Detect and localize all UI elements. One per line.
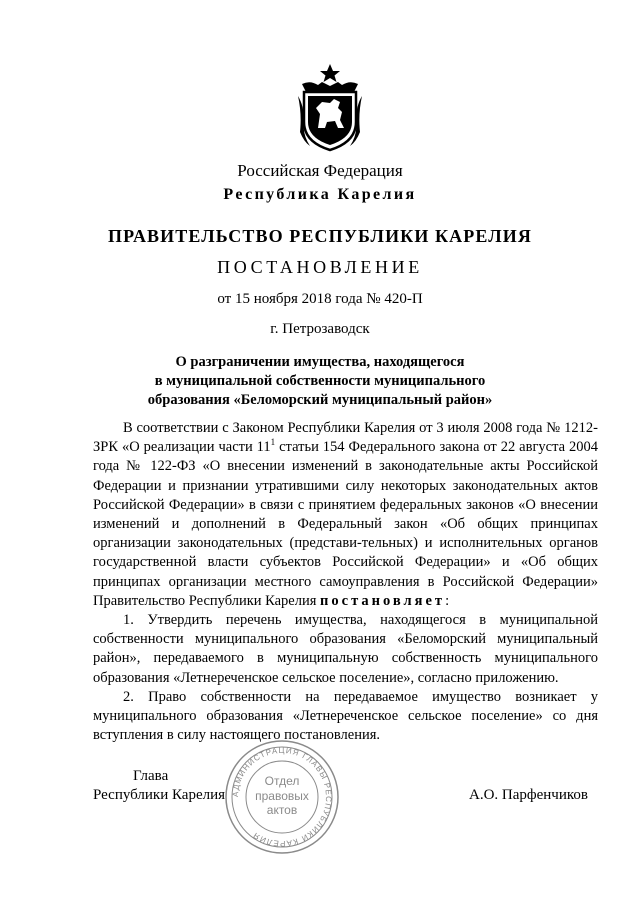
signatory-title: Глава (133, 768, 169, 784)
document-date-number: от 15 ноября 2018 года № 420-П (217, 291, 423, 307)
preamble-paragraph (93, 419, 598, 611)
signatory-name: А.О. Парфенчиков (469, 787, 588, 803)
country-name: Российская Федерация (237, 161, 403, 180)
stamp-ring-text: АДМИНИСТРАЦИЯ ГЛАВЫ РЕСПУБЛИКИ КАРЕЛИЯ (230, 745, 334, 849)
preamble-text-cont: статьи 154 Федерального закона от 22 августа 2004 года № 122-ФЗ «О внесении изменений в законодательные акты Российской Федерации и признании утратившими силу некоторых законодательных актов Российской Федерации» в связи с принятием федеральных законов «О внесении изменений и дополнений в Федеральный закон «Об общих принципах организации законодательных (представи-тельных) и исполнительных органов государственной власти субъектов Российской Федерации» и «Об общих принципах организации местного самоуправления в Российской Федерации» Правительство Республики Карелия (93, 439, 599, 609)
stamp-text: актов (266, 803, 298, 817)
subject-line: О разграничении имущества, находящегося (175, 354, 465, 370)
clause-2: 2. Право собственности на передаваемое имущество возникает у муниципального образования «Летнереченское сельское поселение» со дня вступления в силу настоящего постановления. (93, 688, 598, 744)
subject-line: в муниципальной собственности муниципального (154, 373, 486, 389)
resolves-word: постановляет (320, 592, 446, 609)
issuing-authority: ПРАВИТЕЛЬСТВО РЕСПУБЛИКИ КАРЕЛИЯ (108, 226, 532, 246)
clause-1: 1. Утвердить перечень имущества, находящегося в муниципальной собственности муниципального образования «Беломорский муниципальный район», передаваемого в муниципальную собственность муниципального образования «Летнереченское сельское поселение», согласно приложению. (93, 612, 598, 686)
stamp-text: Отдел (264, 774, 300, 788)
karelia-coat-of-arms-icon (296, 62, 364, 152)
document-type: ПОСТАНОВЛЕНИЕ (217, 257, 423, 277)
preamble-text: В соответствии с Законом Республики Карелия от 3 июля 2008 года № 1212-ЗРК «О реализации части 11 (93, 420, 598, 456)
official-stamp (222, 737, 342, 857)
subject-line: образования «Беломорский муниципальный район» (147, 392, 493, 408)
stamp-text: правовых (255, 789, 309, 803)
colon: : (445, 592, 450, 609)
document-subject (0, 353, 640, 410)
superscript: 1 (270, 437, 276, 448)
republic-name: Республика Карелия (223, 186, 417, 203)
document-body (93, 419, 598, 745)
signatory-org: Республики Карелия (93, 787, 226, 803)
document-city: г. Петрозаводск (270, 321, 370, 337)
